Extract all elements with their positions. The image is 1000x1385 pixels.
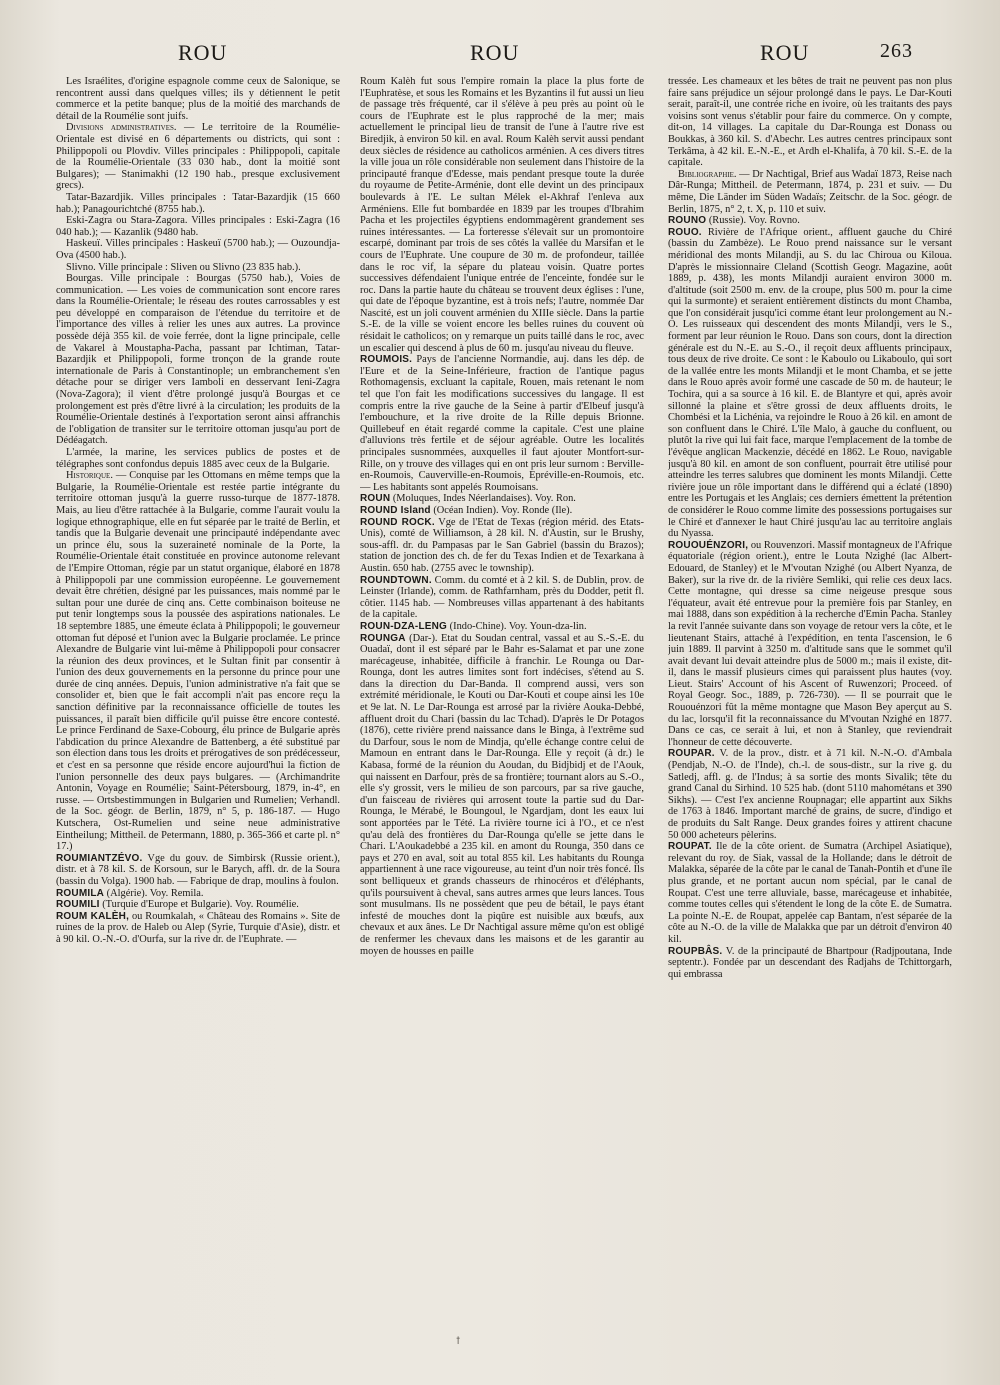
paragraph: tressée. Les chameaux et les bêtes de trait ne peuvent pas non plus faire sans préjudice un séjour prolongé dans le pays. Le Dar-Kouti serait, paraît-il, une contrée riche en ivoire, où les traitants des pays voisins sont venus s'établir pour faire du commerce. On y compte, dit-on, 14 villages. La capitale du Dar-Rounga est Donass ou Boukkas, à 360 kil. S. d'Abechr. Les autres centres principaux sont Terkâma, à 42 kil. E.-N.-E., et Ardh el-Khalifa, à 70 kil. S.-E. de la capitale. bbox=[668, 76, 952, 169]
footer-mark: ꝉ bbox=[456, 1336, 461, 1347]
entry-text: Pays de l'ancienne Normandie, auj. dans les dép. de l'Eure et de la Seine-Inférieure, fraction de l'antique pagus Rothomagensis, excluant la capitale, Rouen, mais retenant le nom tel que l'on fait les modifications successives du langage. Il est compris entre la rive gauche de la Seine à partir d'Elbeuf jusqu'à l'embouchure, et la rive droite de la Rille depuis Brionne. Quillebeuf en était regardé comme la capitale. C'est une plaine d'alluvions très fertile et de séjour agréable. Outre les localités principales susnommées, auxquelles il faut ajouter Montfort-sur-Rille, on y trouve des villages qui en ont pris leur surnom : Berville-en-Roumois, Cauverville-en-Roumois, Epréville-en-Roumois, etc. — Les habitants sont appelés Roumoisans. bbox=[360, 354, 644, 493]
dictionary-entry bbox=[360, 354, 644, 493]
entry-headword: ROUO. bbox=[668, 226, 702, 238]
dictionary-entry bbox=[668, 227, 952, 540]
dictionary-entry bbox=[360, 633, 644, 958]
paragraph: L'armée, la marine, les services publics de postes et de télégraphes sont confondus depuis 1885 avec ceux de la Bulgarie. bbox=[56, 447, 340, 470]
entry-text: (Moluques, Indes Néerlandaises). Voy. Ron. bbox=[390, 493, 576, 505]
column-1 bbox=[56, 76, 340, 1356]
entry-text: (Dar-). Etat du Soudan central, vassal et au S.-S.-E. du Ouadaï, dont il est séparé par le Bahr es-Salamat et par une zone marécageuse, inhabitée, difficile à franchir. Le Rounga ou Dar-Rounga, dont les autres limites sont fort indécises, s'étend au S. dans la direction du Dar-Banda. Il comprend aussi, vers son extrémité méridionale, le Kouti ou Dar-Kouti et coupe ainsi les 10e et 9e lat. N. Le Dar-Rounga est arrosé par la rivière Aouka-Debbé, affluent droit du Chari (bassin du lac Tchad). D'après le Dr Potagos (1876), cette rivière prend naissance dans le Binga, à l'extrême sud du Darfour, sous le nom de Mindja, qu'elle échange contre celui de Mamoun en entrant dans le Dar-Rounga. Elle y reçoit (à dr.) le Kabasa, formé de la réunion du Aoudan, du Bidjbidj et de l'Aouk, qui naissent en Darfour, près de sa frontière; tournant alors au S.-O., elle s'y grossit, vers le milieu de son parcours, par sa rive gauche, d'un faisceau de rivières qui arrosent toute la partie sud du Dar-Rounga, le Mérabé, le Boungoul, le Ngardjam, dont les eaux lui sont apportées par le Tété. La rivière tourne ici à l'O., et ce n'est qu'au delà des frontières du Dar-Rounga qu'elle se jette dans le Chari. L'Aoukadebbé a 235 kil. en amont du Rounga, 350 dans ce pays et 270 en aval, soit au total 855 kil. Les habitants du Rounga appartiennent à une race vigoureuse, au teint d'un noir très foncé. Ils sont belliqueux et grands chasseurs de rhinocéros et d'éléphants, qu'ils poursuivent à cheval, sans autres armes que leurs lances. Tous sont musulmans. Ils ne possèdent que peu de bétail, le pays étant infesté de mouches dont la piqûre est nuisible aux bœufs, aux chevaux et aux ânes. Le Dr Nachtigal assure même qu'on est obligé de renfermer les chevaux dans les maisons et de les garantir au moyen de housses en paille bbox=[360, 632, 644, 957]
entry-headword: ROUMOIS. bbox=[360, 354, 413, 366]
page-number: 263 bbox=[880, 40, 913, 62]
entry-headword: ROUNDTOWN. bbox=[360, 574, 432, 586]
section-label: Historique. bbox=[66, 470, 113, 482]
entry-text: (Turquie d'Europe et Bulgarie). Voy. Roumélie. bbox=[99, 899, 299, 911]
entry-text: (Indo-Chine). Voy. Youn-dza-lin. bbox=[447, 620, 587, 632]
dictionary-entry bbox=[668, 841, 952, 945]
dictionary-entry bbox=[668, 215, 952, 227]
paragraph bbox=[668, 169, 952, 215]
entry-text: (Océan Indien). Voy. Ronde (Ile). bbox=[430, 504, 573, 516]
running-head-center: ROU bbox=[470, 40, 520, 65]
dictionary-entry bbox=[668, 540, 952, 749]
dictionary-entry bbox=[360, 621, 644, 633]
paragraph: Slivno. Ville principale : Sliven ou Slivno (23 835 hab.). bbox=[66, 261, 301, 273]
entry-headword: ROUNO bbox=[668, 215, 707, 227]
paragraph: Tatar-Bazardjik. Villes principales : Tatar-Bazardjik (15 660 hab.); Panagourichtché (8755 hab.). bbox=[56, 191, 340, 215]
entry-headword: ROUN-DZA-LENG bbox=[360, 620, 448, 632]
section-label: Bibliographie. bbox=[678, 168, 737, 180]
running-head-right: ROU bbox=[760, 40, 810, 65]
entry-headword: ROUPAT. bbox=[668, 841, 712, 853]
text-columns bbox=[56, 76, 956, 1356]
entry-text: ou Rouvenzori. Massif montagneux de l'Afrique équatoriale (région orient.), entre le Louta Nzighé (lac Albert-Edouard, de Stanley) et le M'voutan Nzighé (ou Albert Nyanza, de Baker), sur la rive dr. de la rivière Semliki, qui relie ces deux lacs. Cette montagne, qui dresse sa cime neigeuse presque sous l'équateur, avait été entrevue pour la première fois par Stanley, en mai 1888, dans son expédition à la recherche d'Emin Pacha. Stanley la revit l'année suivante dans son voyage de retour vers la côte, et le lieutenant Stairs, attaché à l'expédition, en tenta l'ascension, le 6 juin 1889. Il parvint à 3250 m. d'altitude sans que le sommet qu'il avait devant lui devait atteindre plus de 5000 m.; mais il existe, dit-il, dans le massif plusieurs cimes qui paraissent plus hautes (voy. Lieut. Stairs' Account of his Ascent of Ruwenzori; Proceed. of Royal Geogr. Soc., 1889, p. 726-730). — Il se pourrait que le Rououénzori fût la même montagne que Mason Bey aperçut au S. du lac, lorsqu'il fit la reconnaissance du M'voutan Nzighé en 1877. Dans ce cas, ce serait à lui, et non à Stanley, que reviendrait l'honneur de cette découverte. bbox=[668, 539, 952, 748]
section-text: — Le territoire de la Roumélie-Orientale est divisé en 6 départements ou districts, qui sont : Philippopoli ou Plovdiv. Villes principales : Philippopoli, capitale de la Roumélie-Orientale (33 030 hab., dont la moitié sont Bulgares); — Stanimakhi (12 190 hab., presque exclusivement grecs). bbox=[56, 122, 340, 192]
entry-headword: ROUMIANTZÉVO. bbox=[56, 852, 143, 864]
entry-text: Rivière de l'Afrique orient., affluent gauche du Chiré (bassin du Zambèze). Le Rouo prend naissance sur le versant méridional des monts Milandji, au S. du lac Chiroua ou Kiloua. D'après le missionnaire Cleland (Scottish Geogr. Magazine, août 1889, p. 438), les monts Milandji auraient environ 3000 m. d'altitude (soit 2500 m. env. de la croupe, plus 500 m. pour la cime qui la surmonte) et seraient entièrement distincts du mont Chamba, que l'on considérait jusqu'ici comme étant leur prolongement au N.-O. Les ruisseaux qui descendent des monts Milandji, vers le S., forment par leur réunion le Rouo. Dans son cours, dont la direction générale est du N.-E. au S.-O., il reçoit deux affluents principaux, tous deux de rive droite. Ce sont : le Kaboulo ou Likaboulo, qui sort de la vallée entre les monts Milandji et le mont Chamba, et se jette dans le Rouo après avoir formé une cascade de 50 m. de hauteur; le Tochira, qui a sa source à 16 kil. E. de Blantyre et qui, après avoir sillonné la plaine et s'être grossi de deux affluents droits, le Chombési et la Lichénia, va rejoindre le Rouo à 26 kil. en amont de son confluent dans le Chiré. L'île Malo, à gauche du confluent, ou plutôt la rive qui lui fait face, marque l'emplacement de la tombe de l'évêque anglican Mackenzie, décédé en 1862. Le Rouo, navigable jusqu'à 80 kil. en amont de son confluent, pourrait être utilisé pour atteindre les terres salubres que dominent les monts Milandji. Cette rivière joue un rôle important dans le différend qui a éclaté (1890) entre les Portugais et les Anglais; ces derniers émettent la prétention de considérer le Rouo comme limite des possessions portugaises sur le Chiré et d'annexer le haut Chiré jusqu'au lac au territoire anglais du Nyassa. bbox=[668, 226, 952, 540]
paragraph: Roum Kalèh fut sous l'empire romain la place la plus forte de l'Euphratèse, et sous les Romains et les Byzantins il fut aussi un lieu de passage très fréquenté, car il s'élève à peu près au point où le cours de l'Euphrate est le plus rapproché de la mer; mais actuellement le principal lieu de transit de l'une à l'autre rive est Biredjik, à environ 50 kil. en aval. Roum Kalèh servit aussi pendant deux siècles de résidence au catholicos arménien. A ces divers titres la ville joua un rôle considérable non seulement dans l'histoire de la principauté franque d'Edesse, mais pendant presque toute la durée du royaume de Petite-Arménie, dont elle devint un des principaux boulevards à l'E. Le sultan Mélek el-Akhraf l'enleva aux Arméniens. Elle fut bombardée en 1839 par les troupes d'Ibrahim Pacha et les projectiles égyptiens endommagèrent grandement ses ruines intéressantes. — La forteresse s'élevait sur un promontoire escarpé, dominant par trois de ses côtés la vallée du Marsifan et le cours de l'Euphrate. Une coupure de 30 m. de profondeur, taillée dans le roc vif, la sépare du plateau voisin. Quatre portes successives défendaient l'unique entrée de l'enceinte, fondée sur le roc. Dans la partie haute du château se trouvent deux églises : l'une, qui date de l'époque byzantine, est à trois nefs; l'autre, nommée Dar Nascité, est un joli couvent arménien du XIIIe siècle. Dans la partie S.-E. de la ville se voient encore les belles ruines du couvent où résidait le catholicos; on y remarque un puits taillé dans le roc, avec un escalier qui descend à plus de 60 m. jusqu'au niveau du fleuve. bbox=[360, 76, 644, 354]
dictionary-entry bbox=[56, 911, 340, 946]
entry-text: V. de la principauté de Bhartpour (Radjpoutana, Inde septentr.). Fondée par un descendant des Radjahs de Tchittorgarh, qui embrassa bbox=[668, 945, 952, 980]
dictionary-entry bbox=[668, 946, 952, 981]
entry-headword: ROUND ROCK. bbox=[360, 516, 435, 528]
paragraph bbox=[56, 122, 340, 192]
entry-headword: ROUNGA bbox=[360, 632, 406, 644]
column-2 bbox=[360, 76, 644, 1356]
entry-headword: ROUMILI bbox=[56, 899, 100, 911]
paragraph: Les Israélites, d'origine espagnole comme ceux de Salonique, se rencontrent aussi dans quelques villes; ils y détiennent le petit commerce et la petite banque; plus de la moitié des marchands de détail de la Roumélie sont juifs. bbox=[56, 76, 340, 122]
entry-text: Vge de l'Etat de Texas (région mérid. des Etats-Unis), comté de Williamson, à 28 kil. N. d'Austin, sur le Brushy, sous-affl. dr. du Pampasas par le San Gabriel (bassin du Brazos); station de jonction des ch. de fer du Texas Indien et de Texarkana à Austin. 650 hab. (2755 avec le township). bbox=[360, 516, 644, 574]
entry-text: (Algérie). Voy. Remila. bbox=[104, 887, 204, 899]
entry-text: ou Roumkalah, « Château des Romains ». Site de ruines de la prov. de Haleb ou Alep (Syrie, Turquie d'Asie), distr. et à 90 kil. O.-N.-O. d'Ourfa, sur la rive dr. de l'Euphrate. — bbox=[56, 910, 340, 945]
column-3 bbox=[668, 76, 952, 1356]
entry-headword: ROUOUÉNZORI, bbox=[668, 539, 749, 551]
running-head-left: ROU bbox=[178, 40, 228, 65]
entry-text: Vge du gouv. de Simbirsk (Russie orient.), distr. et à 78 kil. S. de Korsoun, sur le Barych, affl. dr. de la Soura (bassin du Volga). 1900 hab. — Fabrique de drap, moulins à foulon. bbox=[56, 852, 340, 887]
dictionary-entry bbox=[360, 505, 644, 517]
entry-headword: ROUPAR. bbox=[668, 748, 715, 760]
entry-headword: ROUPBÂS. bbox=[668, 945, 723, 957]
entry-text: Ile de la côte orient. de Sumatra (Archipel Asiatique), relevant du roy. de Siak, vassal de la Hollande; dans le détroit de Malakka, séparée de la côte par le canal de Tanah-Pontih et d'une île plus grande, et ne portant aucun nom spécial, par le canal de Roupat. C'est une terre alluviale, basse, marécageuse et inhabitée, comme toutes celles qui s'étendent le long de la côte E. de Sumatra. La pointe N.-E. de Roupat, appelée cap Bantam, n'est séparée de la côte au N.-O. de la ville de Malakka que par un détroit d'environ 40 kil. bbox=[668, 841, 952, 945]
dictionary-entry bbox=[56, 899, 340, 911]
section-text: — Dr Nachtigal, Brief aus Wadaï 1873, Reise nach Dâr-Runga; Mittheil. de Petermann, 1874, p. 231 et suiv. — Du même, Die Länder im Süden Wadaïs; Zeitschr. de la Soc. géogr. de Berlin, 1875, n° 2, t. X, p. 110 et suiv. bbox=[668, 168, 952, 215]
section-text: — Conquise par les Ottomans en même temps que la Bulgarie, la Roumélie-Orientale est restée partie intégrante du territoire ottoman jusqu'à la guerre russo-turque de 1877-1878. Mais, au lieu d'être rattachée à la Bulgarie, comme l'aurait voulu la logique ethnographique, elle en fut séparée par le traité de Berlin, et tandis que la Bulgarie devenait une principauté indépendante avec un prince élu, sous la suzeraineté nominale de la Porte, la Roumélie-Orientale était constituée en province autonome relevant de l'Empire Ottoman, régie par un statut organique, élaboré en 1878 à Philippopoli par une commission européenne. Le gouvernement devait être chrétien, désigné par les puissances, mais nommé par le sultan pour une durée de cinq ans. Cette combinaison boiteuse ne put tenir longtemps sous la poussée des aspirations nationales. Le 18 septembre 1885, une émeute éclata à Philippopoli; le gouverneur ottoman fut déposé et l'union avec la Bulgarie proclamée. Le prince Alexandre de Bulgarie vint lui-même à Philippopoli pour consacrer la réunion des deux provinces, et le Sultan finit par consentir à l'union des deux gouvernements en la personne du prince pour une durée de cinq années. Depuis, l'union administrative n'a fait que se consolider et, bien que le fait accompli n'ait pas encore reçu la sanction définitive par la reconnaissance officielle de toutes les puissances, il paraît bien difficile qu'il puisse être encore contesté. Le prince Ferdinand de Saxe-Cobourg, élu prince de Bulgarie après l'abdication du prince Alexandre de Battenberg, a été substitué par son élection dans tous les droits et prérogatives de son prédécesseur, et c'est en sa personne que réside encore aujourd'hui la fiction de l'union personnelle des deux pays bulgares. — (Archimandrite Antonin, Voyage en Roumélie; Saint-Pétersbourg, 1879, in-4°, en russe. — Ortsbestimmungen in Bulgarien und Rumelien; Verhandl. de la Soc. géogr. de Berlin, 1879, n° 5, p. 186-187. — Hugo Kutschera, Ost-Rumelien und seine neue administrative Eintheilung; Mittheil. de Petermann, 1880, p. 365-366 et carte pl. n° 17.) bbox=[56, 470, 340, 853]
entry-text: (Russie). Voy. Rovno. bbox=[706, 215, 800, 227]
entry-headword: ROUM KALÈH, bbox=[56, 910, 130, 922]
paragraph: Eski-Zagra ou Stara-Zagora. Villes principales : Eski-Zagra (16 040 hab.); — Kazanlik (9480 hab. bbox=[56, 215, 340, 238]
dictionary-entry bbox=[360, 493, 644, 505]
entry-headword: ROUMILA bbox=[56, 887, 105, 899]
entry-text: Comm. du comté et à 2 kil. S. de Dublin, prov. de Leinster (Irlande), comm. de Rathfarnham, près du Dodder, petit fl. côtier. 1145 hab. — Nombreuses villas appartenant à des habitants de la capitale. bbox=[360, 574, 644, 621]
entry-text: V. de la prov., distr. et à 71 kil. N.-N.-O. d'Ambala (Pendjab, N.-O. de l'Inde), ch.-l. de sous-distr., sur la rive g. du Satledj, affl. g. de l'Indus; à sa sortie des monts Sivalik; tête du grand Canal du Sirhind. 10 525 hab. (dont 5110 mahométans et 390 Sikhs). — C'est l'ex ancienne Roupnagar; elle appartint aux Sikhs de 1763 à 1846. Important marché de grains, de sucre, d'indigo et de produits du Salt Range. Deux grandes foires y attirent chacune 50 000 acheteurs pèlerins. bbox=[668, 748, 952, 841]
entry-headword: ROUND Island bbox=[360, 504, 431, 516]
running-head bbox=[0, 40, 1000, 70]
paragraph: Haskeuï. Villes principales : Haskeuï (5700 hab.); — Ouzoundja-Ova (4500 hab.). bbox=[56, 238, 340, 261]
dictionary-entry bbox=[360, 517, 644, 575]
section-label: Divisions administratives. bbox=[66, 122, 177, 134]
dictionary-entry bbox=[56, 888, 340, 900]
dictionary-entry bbox=[360, 575, 644, 621]
dictionary-entry bbox=[668, 748, 952, 841]
entry-headword: ROUN bbox=[360, 493, 391, 505]
paragraph: Bourgas. Ville principale : Bourgas (5750 hab.), Voies de communication. — Les voies de communication sont encore rares dans la Roumélie-Orientale; le réseau des routes carrossables y est peu développé en comparaison de l'étendue du territoire et de l'importance des villes à relier les unes aux autres. La province possède déjà 355 kil. de voie ferrée, dont la ligne principale, celle de Vakarel à Moustapha-Pacha, passant par Ichtiman, Tatar-Bazardjik et Philippopoli, forme tronçon de la grande route internationale de Paris à Constantinople; un embranchement s'en détache pour se diriger vers Iamboli en desservant Ieni-Zagra (Nova-Zagora); il vient d'être prolongé jusqu'à Bourgas et ce prolongement est près d'être livré à la circulation; les produits de la Roumélie-Orientale destinés à l'exportation seront ainsi affranchis de l'obligation de transiter sur le territoire ottoman jusqu'au port de Dédéagatch. bbox=[56, 273, 340, 447]
paragraph bbox=[56, 470, 340, 853]
dictionary-entry bbox=[56, 853, 340, 888]
